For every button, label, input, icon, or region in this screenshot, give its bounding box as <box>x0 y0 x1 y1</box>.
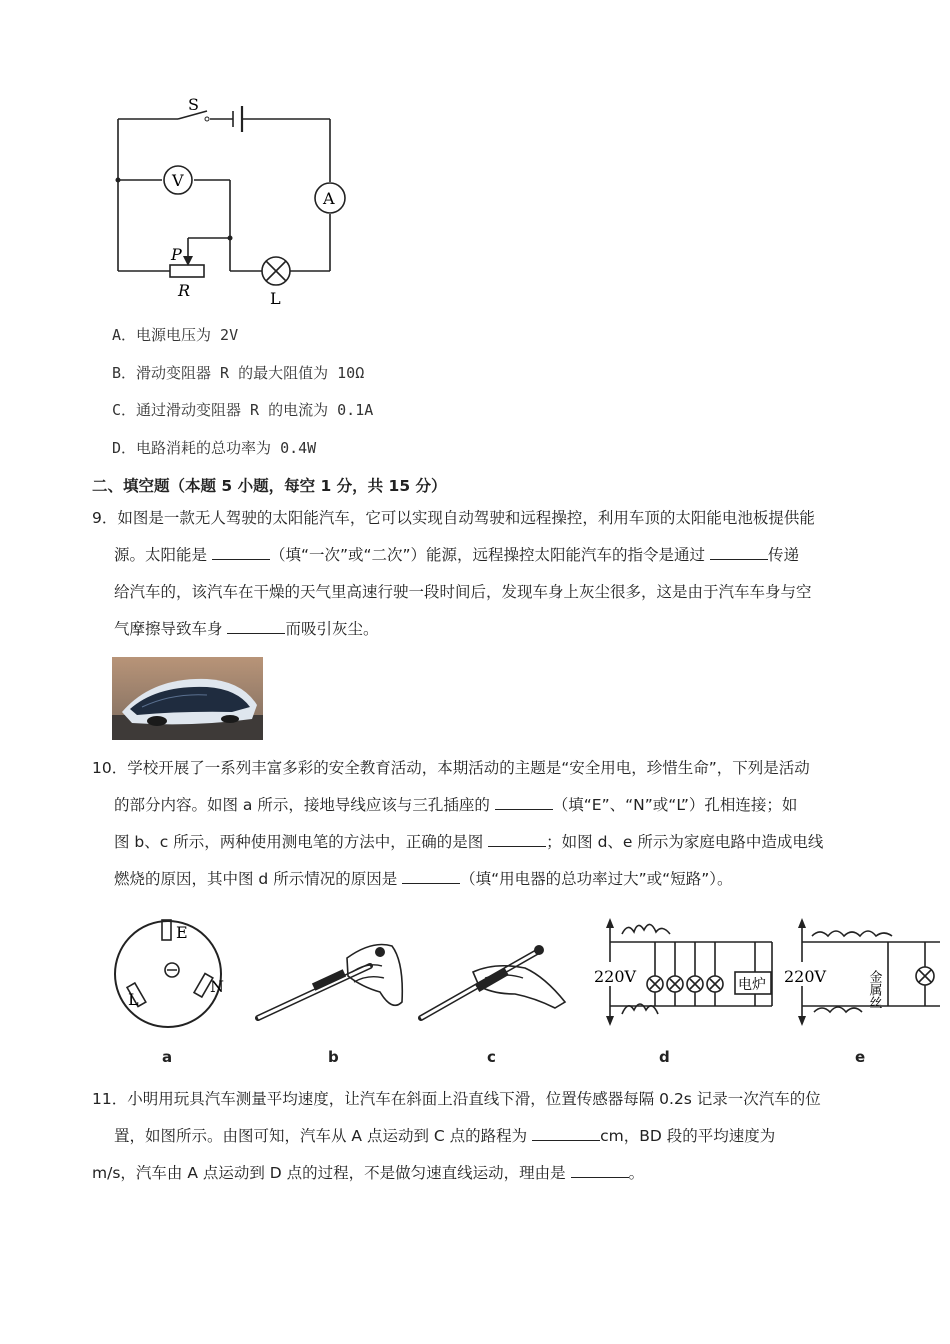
d-voltage-label: 220V <box>594 967 637 986</box>
option-a: A．电源电压为 2V <box>112 326 239 344</box>
blank[interactable] <box>571 1163 629 1178</box>
figure-label-d: d <box>659 1048 670 1066</box>
figure-c-test-pen <box>415 932 573 1028</box>
socket-l-label: L <box>128 990 139 1009</box>
blank[interactable] <box>402 869 460 884</box>
figure-e-short-circuit <box>780 914 940 1026</box>
section-title: 二、填空题（本题 5 小题，每空 1 分，共 15 分） <box>92 477 447 495</box>
blank[interactable] <box>710 545 768 560</box>
e-wire-label: 金属丝 <box>866 970 882 1009</box>
figure-label-a: a <box>162 1048 173 1066</box>
figure-a-socket <box>112 912 224 1037</box>
blank[interactable] <box>495 795 553 810</box>
circuit-diagram <box>100 90 360 315</box>
switch-label: S <box>188 95 199 114</box>
figure-b-test-pen <box>252 932 410 1028</box>
solar-car-photo <box>112 657 263 740</box>
figure-label-b: b <box>328 1048 339 1066</box>
slider-label: P <box>171 245 182 264</box>
ammeter-label: A <box>323 189 335 208</box>
blank[interactable] <box>212 545 270 560</box>
e-voltage-label: 220V <box>784 967 827 986</box>
voltmeter-label: V <box>172 171 184 190</box>
rheostat-label: R <box>178 281 191 300</box>
blank[interactable] <box>532 1126 600 1141</box>
question-9: 9．如图是一款无人驾驶的太阳能汽车，它可以实现自动驾驶和远程操控，利用车顶的太阳能电池板提供能 源。太阳能是 （填“一次”或“二次”）能源，远程操控太阳能汽车的指令是通过 传递 给汽车的，该汽车在干燥的天气里高速行驶一段时间后，发现车身上灰尘很多，这是由于汽车车身与空 气摩擦导致车身 而吸引灰尘。 <box>92 509 815 638</box>
question-10: 10．学校开展了一系列丰富多彩的安全教育活动，本期活动的主题是“安全用电，珍惜生命”，下列是活动 的部分内容。如图 a 所示，接地导线应该与三孔插座的 （填“E”、“N”或“L”）孔相连接；如 图 b、c 所示，两种使用测电笔的方法中，正确的是图 ；如图 d、e 所示为家庭电路中造成电线 燃烧的原因，其中图 d 所示情况的原因是 （填“用电器的总功率过大”或“短路”）。 <box>92 759 824 888</box>
blank[interactable] <box>488 832 546 847</box>
socket-e-label: E <box>176 923 188 942</box>
d-device-label: 电炉 <box>738 977 766 993</box>
socket-n-label: N <box>210 977 224 996</box>
option-c: C．通过滑动变阻器 R 的电流为 0.1A <box>112 401 374 419</box>
option-d: D．电路消耗的总功率为 0.4W <box>112 439 317 457</box>
question-11: 11．小明用玩具汽车测量平均速度，让汽车在斜面上沿直线下滑，位置传感器每隔 0.2s 记录一次汽车的位 置，如图所示。由图可知，汽车从 A 点运动到 C 点的路程为 cm，BD 段的平均速度为 m/s，汽车由 A 点运动到 D 点的过程，不是做匀速直线运动，理由是 。 <box>92 1090 821 1182</box>
figure-d-overload <box>592 914 782 1026</box>
blank[interactable] <box>227 619 285 634</box>
figure-label-c: c <box>487 1048 496 1066</box>
figure-label-e: e <box>855 1048 866 1066</box>
option-b: B．滑动变阻器 R 的最大阻值为 10Ω <box>112 364 365 382</box>
lamp-label: L <box>270 289 281 308</box>
